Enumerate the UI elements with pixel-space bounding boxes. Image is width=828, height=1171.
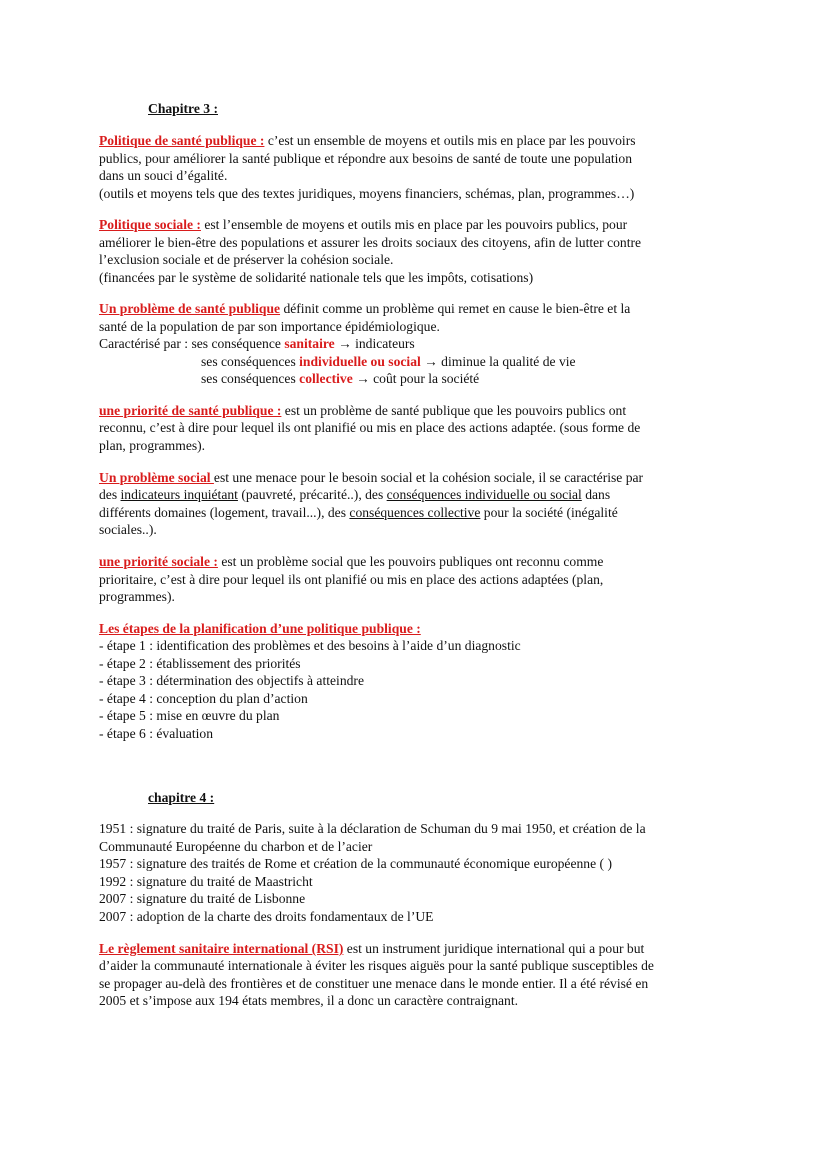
p5-line-1: Un problème social est une menace pour le besoin social et la cohésion sociale, il se caractérise par: [99, 470, 644, 485]
timeline-line: 1951 : signature du traité de Paris, suite à la déclaration de Schuman du 9 mai 1950, et création de la: [99, 821, 646, 836]
step-item: - étape 5 : mise en œuvre du plan: [99, 708, 280, 723]
p6-line-1: une priorité sociale : est un problème social que les pouvoirs publiques ont reconnu comme: [99, 554, 604, 569]
timeline-line: 2007 : signature du traité de Lisbonne: [99, 891, 306, 906]
steps-title: Les étapes de la planification d’une politique publique :: [99, 621, 421, 636]
p2-line-3: l’exclusion sociale et de préserver la cohésion sociale.: [99, 252, 394, 267]
p6-term: une priorité sociale :: [99, 554, 218, 569]
p3-line-1: Un problème de santé publique définit comme un problème qui remet en cause le bien-être et la: [99, 301, 631, 316]
p6-line-3: programmes).: [99, 589, 175, 604]
timeline-line: Communauté Européenne du charbon et de l’acier: [99, 839, 373, 854]
p3-line-2: santé de la population de par son importance épidémiologique.: [99, 319, 440, 334]
p6-line-2: prioritaire, c’est à dire pour lequel ils ont planifié ou mis en place des actions adaptées (plan,: [99, 572, 604, 587]
steps-title-line: [99, 620, 421, 638]
step-item: - étape 2 : établissement des priorités: [99, 656, 301, 671]
p3-line-5: ses conséquences collective → coût pour la société: [201, 371, 480, 386]
p4-line-3: plan, programmes).: [99, 438, 206, 453]
p4-term: une priorité de santé publique :: [99, 403, 282, 418]
step-item: - étape 6 : évaluation: [99, 726, 213, 741]
p5-line-3: différents domaines (logement, travail...), des conséquences collective pour la société (inégalité: [99, 505, 618, 520]
p5-line-4: sociales..).: [99, 522, 157, 537]
p3-line-3: Caractérisé par : ses conséquence sanitaire → indicateurs: [99, 336, 415, 351]
p3-line-4: ses conséquences individuelle ou social → diminue la qualité de vie: [201, 354, 576, 369]
timeline-line: 1957 : signature des traités de Rome et création de la communauté économique européenne ( ): [99, 856, 612, 871]
chapter-3-title: Chapitre 3 :: [148, 101, 218, 116]
rsi-term: Le règlement sanitaire international (RSI): [99, 941, 344, 956]
p2-line-1: Politique sociale : est l’ensemble de moyens et outils mis en place par les pouvoirs publics, pour: [99, 217, 628, 232]
timeline-line: 1992 : signature du traité de Maastricht: [99, 874, 313, 889]
p4-line-2: reconnu, c’est à dire pour lequel ils ont planifié ou mis en place des actions adaptée. (sous forme de: [99, 420, 641, 435]
rsi-line-2: d’aider la communauté internationale à éviter les risques aiguës pour la santé publique susceptibles de: [99, 958, 654, 973]
p5-line-2: des indicateurs inquiétant (pauvreté, précarité..), des conséquences individuelle ou social dans: [99, 487, 611, 502]
p2-line-2: améliorer le bien-être des populations et assurer les droits sociaux des citoyens, afin de lutter contre: [99, 235, 642, 250]
step-item: - étape 3 : détermination des objectifs à atteindre: [99, 673, 364, 688]
rsi-line-1: Le règlement sanitaire international (RSI) est un instrument juridique international qui a pour but: [99, 941, 645, 956]
p1-line-1: Politique de santé publique : c’est un ensemble de moyens et outils mis en place par les pouvoirs: [99, 133, 636, 148]
p3-term: Un problème de santé publique: [99, 301, 281, 316]
p1-term: Politique de santé publique :: [99, 133, 265, 148]
p4-line-1: une priorité de santé publique : est un problème de santé publique que les pouvoirs publics ont: [99, 403, 627, 418]
step-item: - étape 1 : identification des problèmes et des besoins à l’aide d’un diagnostic: [99, 638, 521, 653]
p2-line-4: (financées par le système de solidarité nationale tels que les impôts, cotisations): [99, 270, 534, 285]
step-item: - étape 4 : conception du plan d’action: [99, 691, 308, 706]
rsi-line-4: 2005 et s’impose aux 194 états membres, il a donc un caractère contraignant.: [99, 993, 518, 1008]
timeline-line: 2007 : adoption de la charte des droits fondamentaux de l’UE: [99, 909, 434, 924]
p5-term: Un problème social: [99, 470, 214, 485]
p1-line-2: publics, pour améliorer la santé publique et répondre aux besoins de santé de toute une population: [99, 151, 633, 166]
p1-line-4: (outils et moyens tels que des textes juridiques, moyens financiers, schémas, plan, programmes…): [99, 186, 635, 201]
p2-term: Politique sociale :: [99, 217, 201, 232]
p1-line-3: dans un souci d’égalité.: [99, 168, 228, 183]
chapter-4-title: chapitre 4 :: [148, 790, 215, 805]
rsi-line-3: se propager au-delà des frontières et de constituer une menace dans le monde entier. Il a été révisé en: [99, 976, 649, 991]
